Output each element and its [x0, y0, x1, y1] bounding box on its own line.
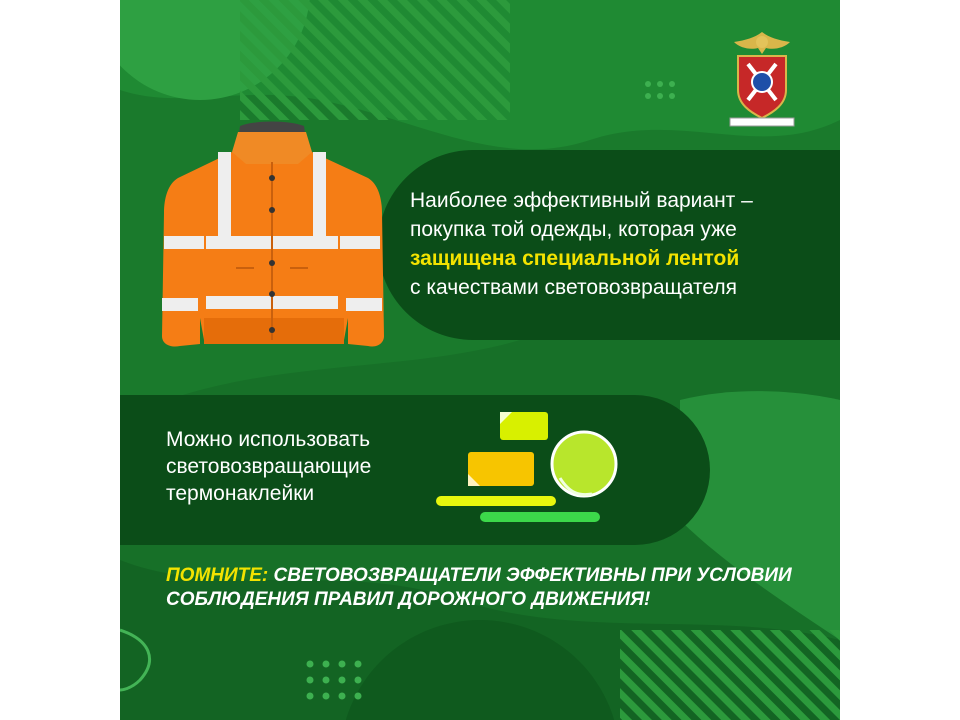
warning-lead: ПОМНИТЕ: [166, 565, 269, 586]
mid-text-line-2: световозвращающие [166, 455, 372, 478]
middle-info-text [166, 426, 426, 507]
warning-line-1 [166, 564, 816, 588]
mid-text-line-3: термонаклейки [166, 482, 315, 505]
mid-text-line-1: Можно использовать [166, 428, 371, 451]
warning-line-1-text: СВЕТОВОЗВРАЩАТЕЛИ ЭФФЕКТИВНЫ ПРИ УСЛОВИИ [273, 565, 792, 586]
top-text-highlight: защищена специальной лентой [410, 247, 740, 270]
police-emblem-icon [724, 28, 800, 134]
reflective-jacket-icon [158, 118, 386, 352]
top-text-line-2: покупка той одежды, которая уже [410, 218, 737, 241]
top-info-text [410, 186, 830, 302]
top-text-line-4: с качествами световозвращателя [410, 276, 737, 299]
top-text-line-1: Наиболее эффективный вариант – [410, 189, 753, 212]
poster [120, 0, 840, 720]
reflective-stickers-icon [430, 408, 630, 530]
warning-message [166, 564, 816, 612]
warning-line-2: СОБЛЮДЕНИЯ ПРАВИЛ ДОРОЖНОГО ДВИЖЕНИЯ! [166, 589, 651, 610]
